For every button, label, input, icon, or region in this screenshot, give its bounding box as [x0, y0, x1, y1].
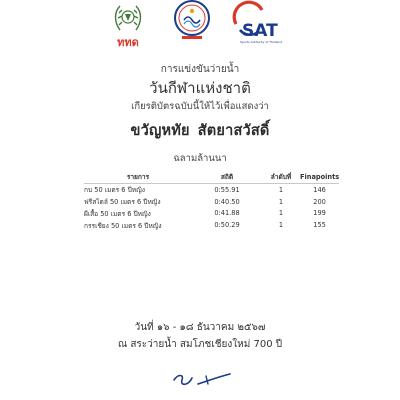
table-row — [84, 219, 339, 231]
time-cell: 0:41.88 — [214, 209, 240, 218]
logo-bar — [0, 0, 400, 50]
time-cell: 0:55.91 — [214, 185, 240, 194]
event-title: วันกีฬาแห่งชาติ — [149, 79, 251, 97]
athlete-last-name: สัตยาสวัสดิ์ — [197, 123, 270, 139]
tat-emblem-text: ททด — [117, 36, 139, 48]
rank-cell: 1 — [278, 209, 284, 218]
event-cell: กรรเชียง 50 เมตร 6 ปีหญิง — [84, 221, 162, 230]
team-name: ฉลามล้านนา — [173, 153, 227, 164]
tat-emblem-icon — [106, 0, 150, 48]
results-table — [84, 170, 339, 231]
table-row — [84, 196, 339, 208]
table-row — [84, 208, 339, 220]
column-header-time: สถิติ — [220, 173, 234, 181]
results-header-row — [84, 170, 339, 184]
points-cell: 200 — [313, 197, 326, 206]
event-date: วันที่ ๑๖ - ๑๘ ธันวาคม ๒๕๖๗ — [134, 322, 266, 333]
athlete-name — [0, 119, 400, 142]
rank-cell: 1 — [278, 221, 284, 230]
column-header-points: Finapoints — [300, 172, 340, 181]
association-seal-icon — [170, 0, 214, 40]
event-cell: ผีเสื้อ 50 เมตร 6 ปีหญิง — [84, 209, 151, 218]
points-cell: 146 — [313, 185, 326, 194]
points-cell: 199 — [313, 209, 326, 218]
rank-cell: 1 — [278, 197, 284, 206]
points-cell: 155 — [313, 221, 326, 230]
column-header-rank: ลำดับที่ — [270, 173, 292, 181]
sat-logo-text: SAT — [242, 21, 278, 41]
time-cell: 0:50.29 — [214, 221, 240, 230]
sat-logo-subtext: Sports Authority of Thailand — [240, 40, 283, 44]
athlete-first-name: ขวัญหทัย — [130, 123, 190, 139]
certificate-statement: เกียรติบัตรฉบับนี้ให้ไว้เพื่อแสดงว่า — [131, 101, 269, 112]
table-row — [84, 184, 339, 196]
event-cell: ฟรีสไตล์ 50 เมตร 6 ปีหญิง — [84, 198, 161, 207]
event-venue: ณ สระว่ายน้ำ สมโภชเชียงใหม่ 700 ปี — [117, 339, 283, 350]
event-name: การแข่งขันว่ายน้ำ — [160, 64, 240, 75]
time-cell: 0:40.50 — [214, 197, 240, 206]
sat-logo-icon — [232, 0, 292, 46]
rank-cell: 1 — [278, 185, 284, 194]
column-header-event: รายการ — [126, 173, 150, 181]
signature-icon — [168, 366, 238, 390]
event-cell: กบ 50 เมตร 6 ปีหญิง — [84, 186, 145, 195]
